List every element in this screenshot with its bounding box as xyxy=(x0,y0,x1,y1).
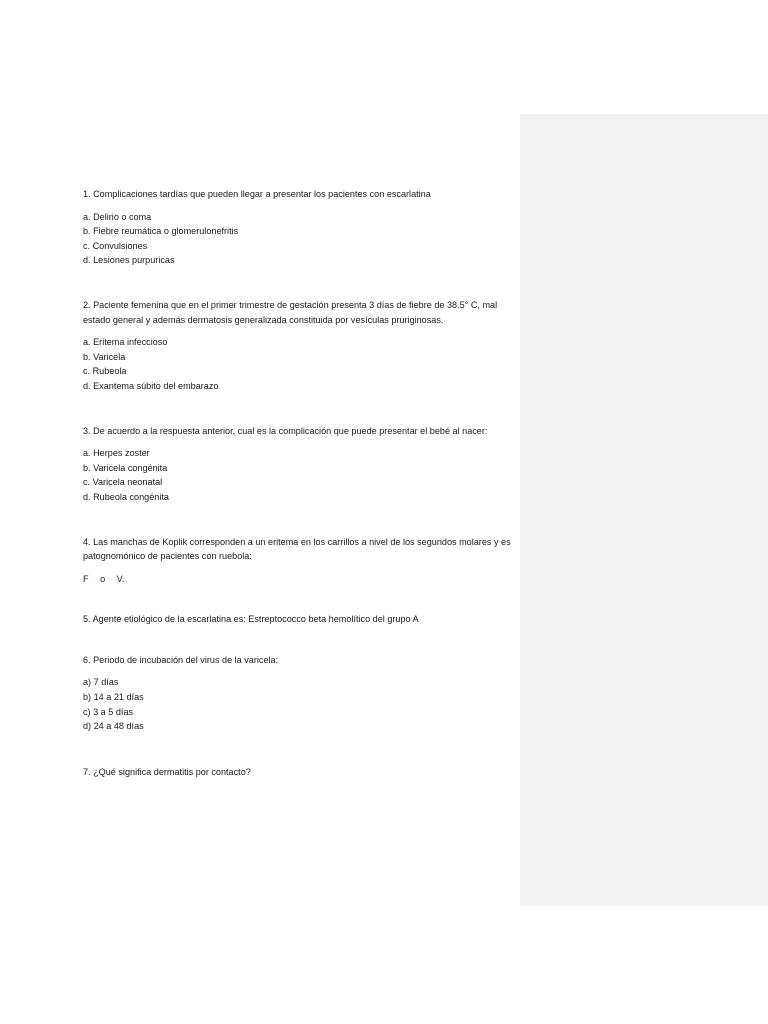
question-text: 2. Paciente femenina que en el primer trimestre de gestación presenta 3 días de fiebre de 38.5° C, mal estado general y además dermatosis generalizada constituida por vesículas pruriginosas. xyxy=(83,299,498,325)
option-d: d) 24 a 48 días xyxy=(83,721,144,732)
option-c: c. Rubeola xyxy=(83,366,127,377)
question-text: 6. Periodo de incubación del virus de la varicela: xyxy=(83,654,279,665)
question-6 xyxy=(83,653,523,734)
question-4 xyxy=(83,535,523,587)
question-2 xyxy=(83,298,523,394)
option-d: d. Lesiones purpuricas xyxy=(83,255,175,266)
option-b: b. Varicela congénita xyxy=(83,462,168,473)
option-b: b. Varicela xyxy=(83,351,126,362)
option-list xyxy=(83,210,523,268)
option-a: a. Eritema infeccioso xyxy=(83,337,168,348)
option-d: d. Rubeola congénita xyxy=(83,491,169,502)
quiz-content xyxy=(83,187,523,779)
question-3 xyxy=(83,424,523,505)
option-a: a. Herpes zoster xyxy=(83,448,150,459)
question-7 xyxy=(83,765,523,780)
option-b: b) 14 a 21 días xyxy=(83,692,144,703)
question-text: 4. Las manchas de Koplik corresponden a un eritema en los carrillos a nivel de los segundos molares y es patognomónico de pacientes con ruebola: xyxy=(83,536,511,562)
option-c: c. Convulsiones xyxy=(83,240,148,251)
question-1 xyxy=(83,187,523,268)
option-list xyxy=(83,446,523,504)
option-a: a) 7 días xyxy=(83,677,119,688)
option-list xyxy=(83,675,523,733)
question-5 xyxy=(83,612,523,627)
true-false-answer: F o V. xyxy=(83,573,125,584)
question-text: 7. ¿Qué significa dermatitis por contacto? xyxy=(83,766,251,777)
option-a: a. Delirio o coma xyxy=(83,211,152,222)
comment-pane xyxy=(520,114,768,906)
option-c: c) 3 a 5 días xyxy=(83,706,134,717)
question-text: 5. Agente etiológico de la escarlatina es: Estreptococco beta hemolítico del grupo A xyxy=(83,614,419,625)
option-d: d. Exantema súbito del embarazo xyxy=(83,380,219,391)
option-b: b. Fiebre reumática o glomerulonefritis xyxy=(83,226,239,237)
question-text: 3. De acuerdo a la respuesta anterior, cual es la complicación que puede presentar el bebé al nacer: xyxy=(83,425,488,436)
question-text: 1. Complicaciones tardías que pueden llegar a presentar los pacientes con escarlatina xyxy=(83,189,431,199)
option-list xyxy=(83,335,523,393)
option-c: c. Varicela neonatal xyxy=(83,477,163,488)
